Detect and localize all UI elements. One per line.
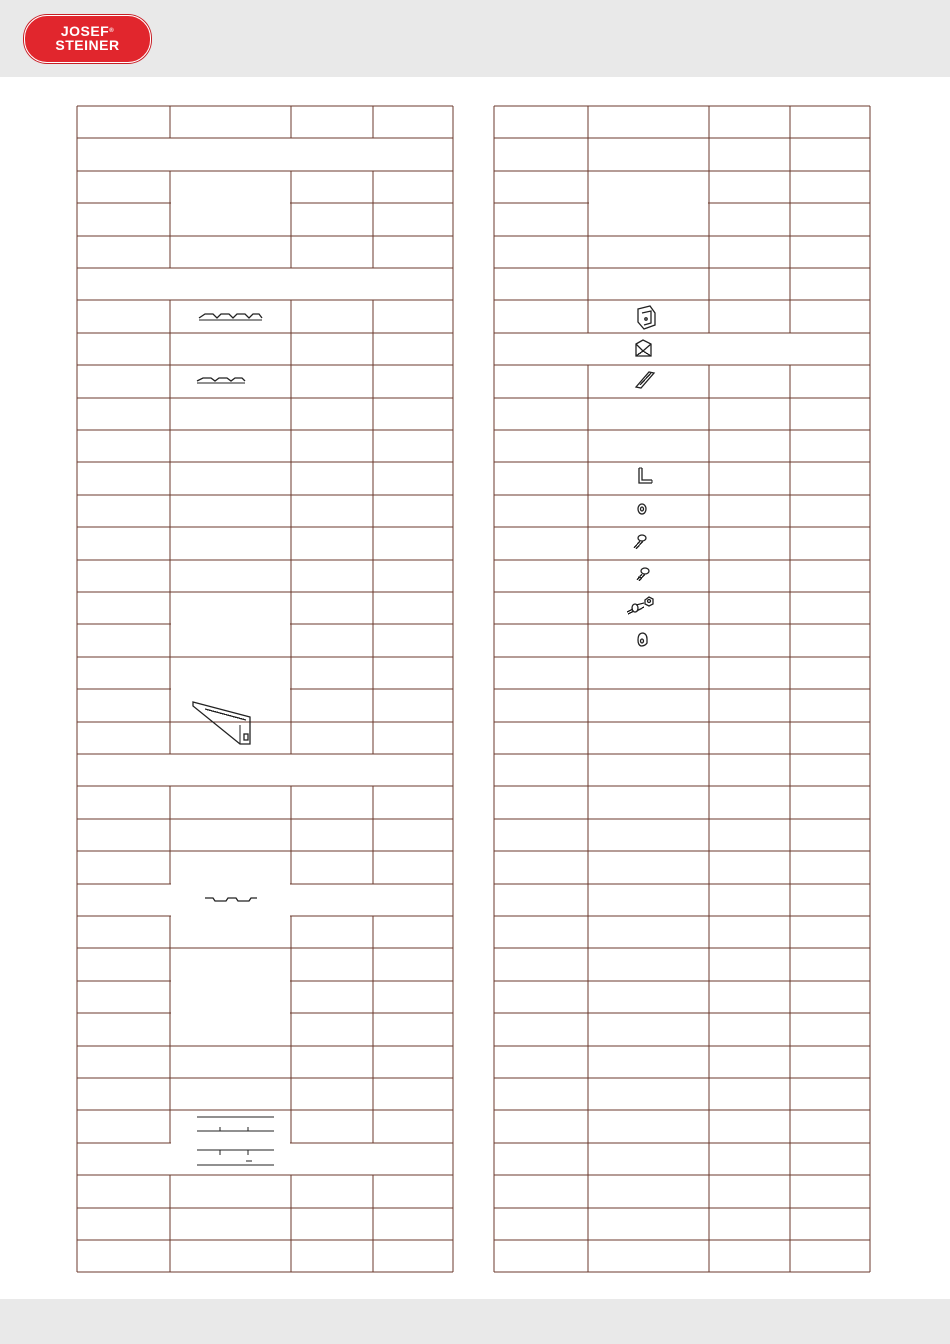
josef-steiner-logo: JOSEF® STEINER <box>24 15 151 63</box>
merged-cell <box>171 949 290 1045</box>
self-tapping-screw-icon <box>637 568 649 581</box>
panel-wave-short-icon <box>197 378 245 383</box>
screw-icon <box>634 535 646 549</box>
gusset-icon <box>636 340 651 356</box>
angle-bracket-icon <box>639 468 652 483</box>
bracket-plate-icon <box>638 306 655 329</box>
merged-cell <box>171 593 290 656</box>
bolt-nut-icon <box>627 597 653 614</box>
footer-bar <box>0 1299 950 1344</box>
clip-strip-icon <box>636 372 654 388</box>
panel-wave-long-icon <box>199 314 262 320</box>
merged-cell <box>171 172 290 235</box>
washer-icon <box>638 504 646 514</box>
cap-nut-icon <box>638 633 647 646</box>
merged-cell <box>171 852 290 947</box>
merged-cell <box>589 172 708 235</box>
